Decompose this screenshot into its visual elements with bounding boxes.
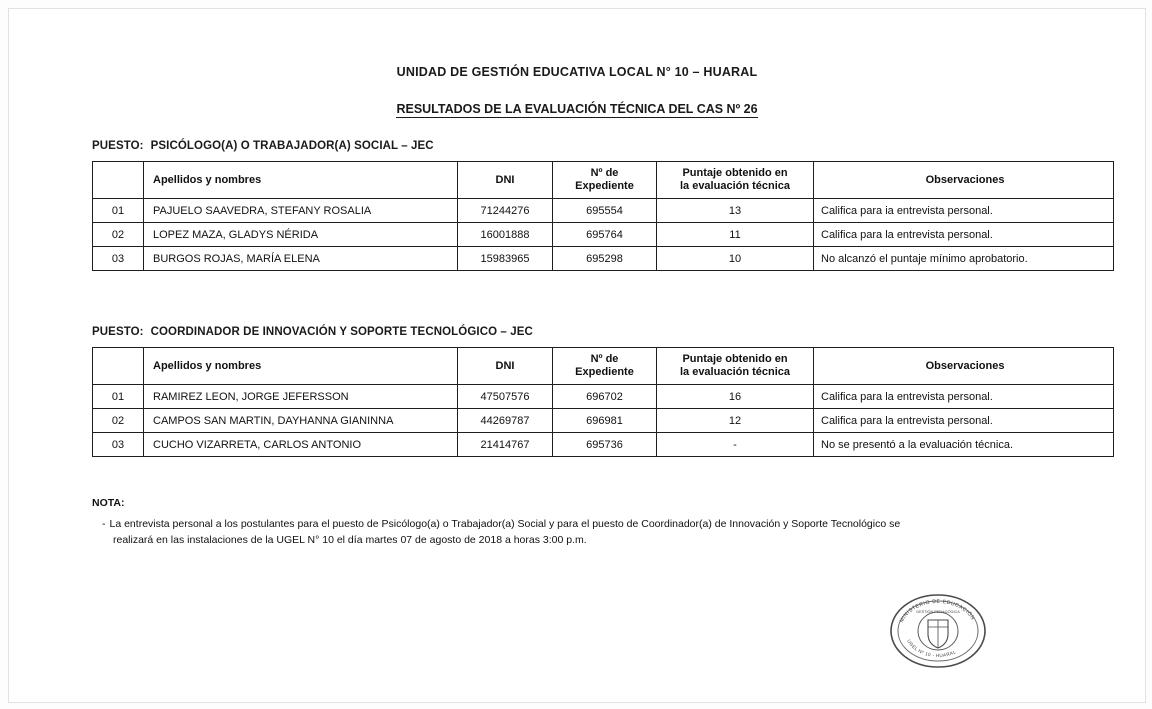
svg-text:MINISTERIO DE EDUCACIÓN: MINISTERIO DE EDUCACIÓN [898,598,976,624]
col-observaciones: Observaciones [814,348,1114,385]
cell-dni: 15983965 [458,247,553,271]
table-header-row [93,348,1114,385]
cell-expediente: 696702 [553,385,657,409]
table-row [93,223,1114,247]
cell-observaciones: No alcanzó el puntaje mínimo aprobatorio. [814,247,1114,271]
col-observaciones: Observaciones [814,162,1114,199]
col-dni: DNI [458,348,553,385]
table-row [93,199,1114,223]
note-line-1: La entrevista personal a los postulantes para el puesto de Psicólogo(a) o Trabajador(a) Social y para el puesto de Coordinador(a) de Innovación y Soporte Tecnológico se [109,518,901,530]
cell-num: 03 [93,433,144,457]
cell-score: 16 [657,385,814,409]
note-body [102,516,1112,549]
col-expediente [553,162,657,199]
cell-observaciones: Califica para ia entrevista personal. [814,199,1114,223]
cell-dni: 44269787 [458,409,553,433]
col-name: Apellidos y nombres [144,348,458,385]
table-row [93,433,1114,457]
cell-observaciones: Califica para la entrevista personal. [814,223,1114,247]
section-coordinador [9,326,1145,457]
col-name: Apellidos y nombres [144,162,458,199]
col-num [93,348,144,385]
note-title: NOTA: [92,497,125,509]
col-score [657,348,814,385]
cell-name: CAMPOS SAN MARTIN, DAYHANNA GIANINNA [144,409,458,433]
document-title [9,102,1145,116]
cell-name: RAMIREZ LEON, JORGE JEFERSSON [144,385,458,409]
puesto-value-2: COORDINADOR DE INNOVACIÓN Y SOPORTE TECNOLÓGICO – JEC [150,326,533,338]
cell-score: - [657,433,814,457]
cell-num: 02 [93,223,144,247]
institution-heading: UNIDAD DE GESTIÓN EDUCATIVA LOCAL N° 10 – HUARAL [396,65,758,79]
cell-expediente: 695764 [553,223,657,247]
col-num [93,162,144,199]
table-header-row [93,162,1114,199]
puesto-label-1: PUESTO: [92,140,144,152]
table-row [93,385,1114,409]
cell-score: 13 [657,199,814,223]
puesto-value-1: PSICÓLOGO(A) O TRABAJADOR(A) SOCIAL – JEC [150,140,434,152]
cell-expediente: 695736 [553,433,657,457]
col-score-line2: la evaluación técnica [679,180,791,192]
note-block [92,497,1145,549]
note-line-2: realizará en las instalaciones de la UGEL N° 10 el día martes 07 de agosto de 2018 a horas 3:00 p.m. [113,534,587,547]
cell-dni: 47507576 [458,385,553,409]
svg-text:UGEL Nº 10 - HUARAL: UGEL Nº 10 - HUARAL [906,638,957,659]
official-seal [884,592,992,670]
cell-name: CUCHO VIZARRETA, CARLOS ANTONIO [144,433,458,457]
cell-num: 01 [93,199,144,223]
cell-score: 11 [657,223,814,247]
scanned-sheet [8,8,1146,703]
document-title-text: RESULTADOS DE LA EVALUACIÓN TÉCNICA DEL CAS Nº 26 [396,102,758,116]
cell-expediente: 696981 [553,409,657,433]
cell-name: BURGOS ROJAS, MARÍA ELENA [144,247,458,271]
results-table-coordinador [92,347,1114,457]
puesto-line-1 [92,140,1145,152]
note-dash: - [102,518,106,530]
results-table-psicologo [92,161,1114,271]
cell-dni: 21414767 [458,433,553,457]
cell-num: 03 [93,247,144,271]
cell-score: 12 [657,409,814,433]
col-score-line2: la evaluación técnica [679,366,791,378]
seal-stamp-icon [884,592,992,670]
cell-expediente: 695298 [553,247,657,271]
cell-observaciones: Califica para la entrevista personal. [814,409,1114,433]
col-score-line1: Puntaje obtenido en [682,167,788,180]
cell-dni: 71244276 [458,199,553,223]
cell-num: 01 [93,385,144,409]
col-score [657,162,814,199]
cell-observaciones: No se presentó a la evaluación técnica. [814,433,1114,457]
cell-observaciones: Califica para la entrevista personal. [814,385,1114,409]
cell-dni: 16001888 [458,223,553,247]
table-row [93,247,1114,271]
col-expediente-line1: Nº de [590,353,619,366]
section-psicologo [9,140,1145,271]
col-expediente [553,348,657,385]
cell-num: 02 [93,409,144,433]
svg-text:GESTIÓN PEDAGÓGICA: GESTIÓN PEDAGÓGICA [916,610,960,614]
cell-name: LOPEZ MAZA, GLADYS NÉRIDA [144,223,458,247]
puesto-label-2: PUESTO: [92,326,144,338]
puesto-line-2 [92,326,1145,338]
cell-expediente: 695554 [553,199,657,223]
cell-name: PAJUELO SAAVEDRA, STEFANY ROSALIA [144,199,458,223]
cell-score: 10 [657,247,814,271]
col-score-line1: Puntaje obtenido en [682,353,788,366]
col-expediente-line2: Expediente [575,180,634,192]
col-dni: DNI [458,162,553,199]
table-row [93,409,1114,433]
col-expediente-line2: Expediente [575,366,634,378]
col-expediente-line1: Nº de [590,167,619,180]
